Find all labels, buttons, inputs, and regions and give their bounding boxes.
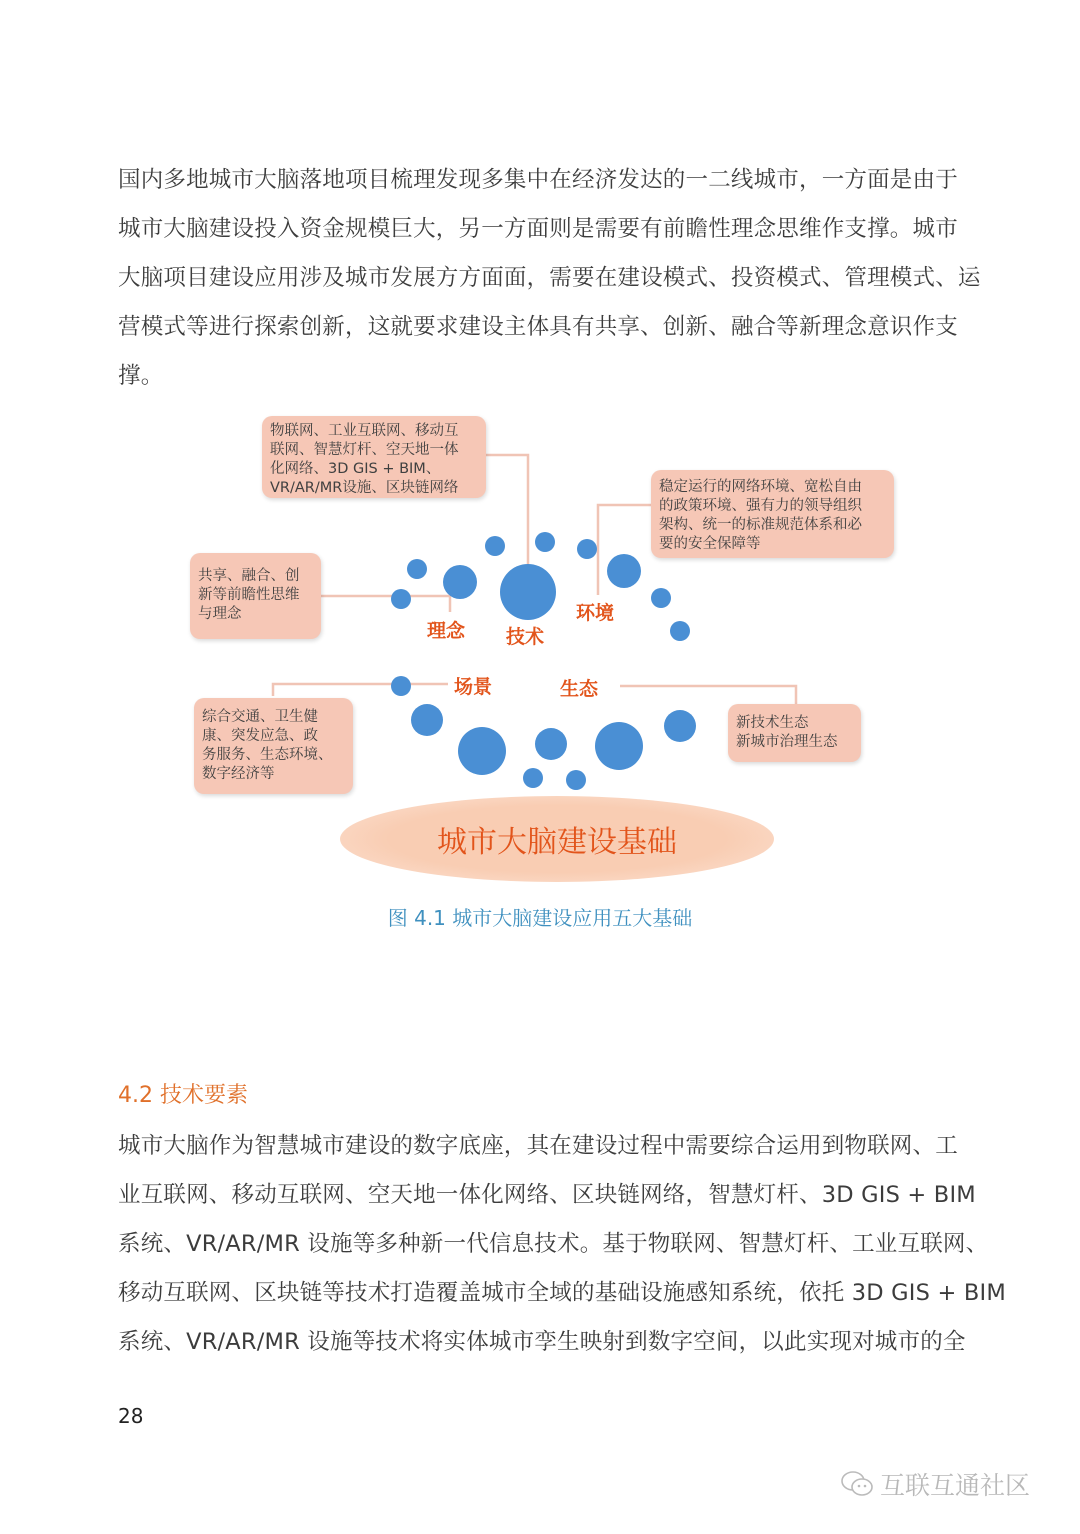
bubble xyxy=(391,589,411,609)
box-line: 与理念 xyxy=(198,606,242,622)
box-line: 新技术生态 xyxy=(736,715,809,731)
box-line: 新城市治理生态 xyxy=(736,734,838,750)
figure-caption: 图 4.1 城市大脑建设应用五大基础 xyxy=(387,906,693,930)
bubble xyxy=(411,704,443,736)
bubble xyxy=(407,559,427,579)
watermark-text: 互联互通社区 xyxy=(880,1471,1031,1500)
paragraph-line: 国内多地城市大脑落地项目梳理发现多集中在经济发达的一二线城市，一方面是由于 xyxy=(118,167,958,193)
box-line: 数字经济等 xyxy=(202,766,275,782)
bubble xyxy=(535,728,567,760)
box-line: 康、突发应急、政 xyxy=(202,728,318,744)
box-line: 要的安全保障等 xyxy=(659,536,761,552)
bubble xyxy=(523,768,543,788)
box-line: 物联网、工业互联网、移动互 xyxy=(270,423,459,439)
concept-box xyxy=(190,553,321,639)
scenario-box xyxy=(194,698,353,794)
label-environment: 环境 xyxy=(576,602,615,624)
bubble xyxy=(535,532,555,552)
paragraph-line: 系统、VR/AR/MR 设施等技术将实体城市孪生映射到数字空间，以此实现对城市的全 xyxy=(118,1329,966,1355)
connector-scenario xyxy=(273,684,448,696)
bubble xyxy=(651,588,671,608)
box-line: 务服务、生态环境、 xyxy=(202,747,333,763)
paragraph-line: 城市大脑建设投入资金规模巨大，另一方面则是需要有前瞻性理念思维作支撑。城市 xyxy=(118,216,958,242)
box-line: 共享、融合、创 xyxy=(198,568,300,584)
label-technology: 技术 xyxy=(506,626,545,648)
bubble xyxy=(664,710,696,742)
ecology-box xyxy=(728,704,861,762)
foundation-ellipse xyxy=(340,796,774,882)
bubble xyxy=(391,676,411,696)
bubble xyxy=(670,621,690,641)
bubble xyxy=(607,554,641,588)
paragraph-line: 城市大脑作为智慧城市建设的数字底座，其在建设过程中需要综合运用到物联网、工 xyxy=(118,1133,958,1159)
bubble xyxy=(566,770,586,790)
paragraph-line: 撑。 xyxy=(118,363,164,389)
wechat-icon xyxy=(840,1469,874,1499)
foundation-label: 城市大脑建设基础 xyxy=(437,825,677,860)
section-heading: 4.2 技术要素 xyxy=(118,1083,248,1108)
box-line: 联网、智慧灯杆、空天地一体 xyxy=(270,442,459,458)
paragraph-line: 系统、VR/AR/MR 设施等多种新一代信息技术。基于物联网、智慧灯杆、工业互联网、 xyxy=(118,1231,989,1257)
paragraph-line: 业互联网、移动互联网、空天地一体化网络、区块链网络，智慧灯杆、3D GIS + BIM xyxy=(118,1182,976,1208)
environment-box xyxy=(651,470,894,558)
bubble xyxy=(577,539,597,559)
bubble xyxy=(595,722,643,770)
bubble xyxy=(443,565,477,599)
tech-elements-paragraph xyxy=(118,1122,1006,1367)
box-line: VR/AR/MR设施、区块链网络 xyxy=(270,480,459,496)
box-line: 架构、统一的标准规范体系和必 xyxy=(659,517,862,533)
bubble xyxy=(458,727,506,775)
box-line: 的政策环境、强有力的领导组织 xyxy=(659,498,862,514)
technology-box xyxy=(262,416,486,498)
paragraph-line: 营模式等进行探索创新，这就要求建设主体具有共享、创新、融合等新理念意识作支 xyxy=(118,314,958,340)
label-concept: 理念 xyxy=(427,620,466,642)
page-number: 28 xyxy=(118,1404,144,1428)
label-ecology: 生态 xyxy=(560,678,599,700)
bubble xyxy=(500,564,556,620)
bubble xyxy=(485,536,505,556)
box-line: 新等前瞻性思维 xyxy=(198,587,300,603)
connector-ecology xyxy=(620,686,796,706)
paragraph-line: 大脑项目建设应用涉及城市发展方方面面，需要在建设模式、投资模式、管理模式、运 xyxy=(118,265,981,291)
box-line: 化网络、3D GIS + BIM、 xyxy=(270,461,441,477)
label-scenario: 场景 xyxy=(454,676,493,698)
box-line: 综合交通、卫生健 xyxy=(202,709,318,725)
watermark xyxy=(840,1466,1030,1502)
paragraph-line: 移动互联网、区块链等技术打造覆盖城市全域的基础设施感知系统，依托 3D GIS + BIM xyxy=(118,1280,1006,1306)
box-line: 稳定运行的网络环境、宽松自由 xyxy=(659,479,862,495)
connector-concept xyxy=(320,596,450,612)
